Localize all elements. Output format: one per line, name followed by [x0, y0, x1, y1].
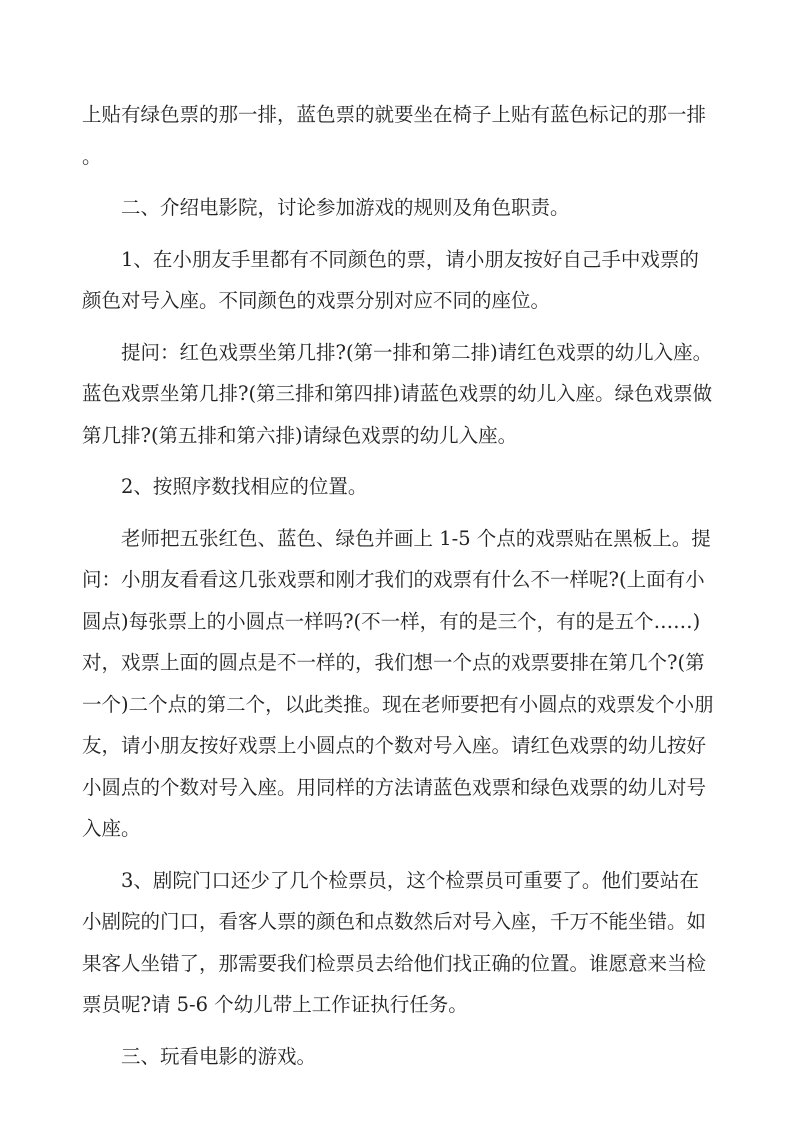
paragraph-6: 老师把五张红色、蓝色、绿色并画上 1-5 个点的戏票贴在黑板上。提问：小朋友看看这几张戏票和刚才我们的戏票有什么不一样呢?(上面有小圆点)每张票上的小圆点一样吗?(不一样，有的是三个，有的是五个……)对，戏票上面的圆点是不一样的，我们想一个点的戏票要排在第几个?(第一个)二个点的第二个，以此类推。现在老师要把有小圆点的戏票发个小朋友，请小朋友按好戏票上小圆点的个数对号入座。请红色戏票的幼儿按好小圆点的个数对号入座。用同样的方法请蓝色戏票和绿色戏票的幼儿对号入座。 — [82, 526, 714, 840]
paragraph-8: 三、玩看电影的游戏。 — [121, 1044, 317, 1068]
document-body — [82, 94, 714, 1087]
paragraph-5: 2、按照序数找相应的位置。 — [121, 475, 368, 498]
paragraph-1: 上贴有绿色票的那一排，蓝色票的就要坐在椅子上贴有蓝色标记的那一排。 — [82, 103, 707, 168]
paragraph-7: 3、剧院门口还少了几个检票员，这个检票员可重要了。他们要站在小剧院的门口，看客人票的颜色和点数然后对号入座，千万不能坐错。如果客人坐错了，那需要我们检票员去给他们找正确的位置。谁愿意来当检票员呢?请 5-6 个幼儿带上工作证执行任务。 — [82, 868, 707, 1016]
paragraph-3: 1、在小朋友手里都有不同颜色的票，请小朋友按好自己手中戏票的颜色对号入座。不同颜色的戏票分别对应不同的座位。 — [82, 247, 699, 312]
paragraph-2: 二、介绍电影院，讨论参加游戏的规则及角色职责。 — [121, 196, 570, 219]
paragraph-4: 提问：红色戏票坐第几排?(第一排和第二排)请红色戏票的幼儿入座。蓝色戏票坐第几排?(第三排和第四排)请蓝色戏票的幼儿入座。绿色戏票做第几排?(第五排和第六排)请绿色戏票的幼儿入座。 — [82, 340, 713, 447]
